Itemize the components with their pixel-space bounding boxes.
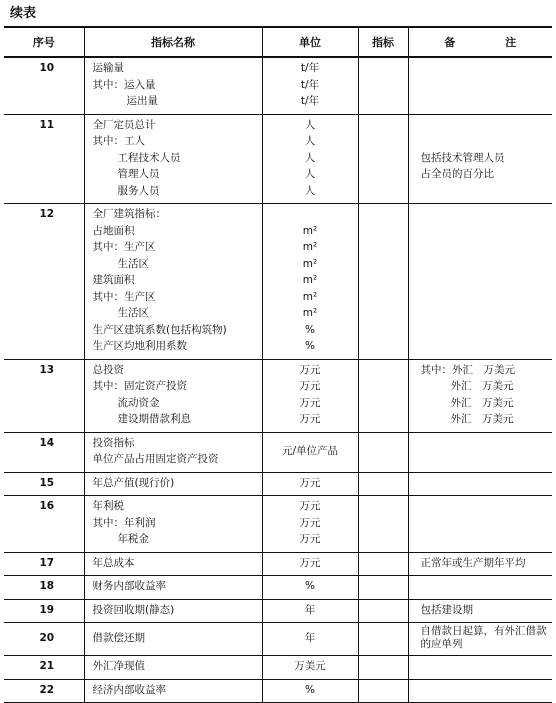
table-row [4,496,552,553]
table-row [4,472,552,496]
header-seq: 序号 [4,27,84,57]
row-number: 10 [4,57,84,114]
unit-cell: t/年 t/年 t/年 [262,57,358,114]
header-row [4,27,552,57]
table-row [4,552,552,576]
table-caption: 续表 [10,6,37,21]
row-number: 14 [4,432,84,472]
unit-cell: 万美元 [262,656,358,680]
indicator-name: 经济内部收益率 [84,679,262,703]
header-unit: 单位 [262,27,358,57]
indicator-cell [358,359,408,432]
remark-cell [408,432,552,472]
remark-cell [408,576,552,600]
indicator-cell [358,623,408,656]
indicator-name: 年总成本 [84,552,262,576]
indicator-cell [358,496,408,553]
indicator-name: 年总产值(现行价) [84,472,262,496]
header-remark [408,27,552,57]
indicator-name: 外汇净现值 [84,656,262,680]
indicator-cell [358,472,408,496]
row-number: 20 [4,623,84,656]
unit-cell: % [262,576,358,600]
remark-cell: 自借款日起算，有外汇借款的应单列 [408,623,552,656]
table-row [4,57,552,114]
indicator-name: 总投资 其中：固定资产投资 流动资金 建设期借款利息 [84,359,262,432]
indicator-name: 投资回收期(静态) [84,599,262,623]
row-number: 17 [4,552,84,576]
remark-cell: 其中：外汇 万美元 外汇 万美元 外汇 万美元 外汇 万美元 [408,359,552,432]
remark-cell [408,679,552,703]
indicator-name: 年利税 其中：年利润 年税金 [84,496,262,553]
row-number: 19 [4,599,84,623]
unit-cell: 元/单位产品 [262,432,358,472]
row-number: 11 [4,114,84,204]
unit-cell: 万元 [262,552,358,576]
table-row [4,623,552,656]
remark-cell [408,472,552,496]
indicator-cell [358,599,408,623]
unit-cell: 万元 [262,472,358,496]
table-row [4,359,552,432]
unit-cell: 人 人 人 人 人 [262,114,358,204]
indicator-cell [358,656,408,680]
indicator-table [4,26,552,703]
indicator-cell [358,114,408,204]
remark-cell: 包括技术管理人员 占全员的百分比 [408,114,552,204]
remark-cell: 正常年或生产期年平均 [408,552,552,576]
indicator-cell [358,679,408,703]
unit-cell: 万元 万元 万元 万元 [262,359,358,432]
indicator-name: 借款偿还期 [84,623,262,656]
indicator-cell [358,57,408,114]
unit-cell: m² m² m² m² m² m² % % [262,204,358,360]
header-remark-a: 备 [444,36,456,49]
remark-cell: 包括建设期 [408,599,552,623]
unit-cell: 年 [262,599,358,623]
remark-cell [408,57,552,114]
header-name: 指标名称 [84,27,262,57]
indicator-name: 财务内部收益率 [84,576,262,600]
row-number: 16 [4,496,84,553]
row-number: 22 [4,679,84,703]
table-row [4,432,552,472]
remark-cell [408,204,552,360]
row-number: 12 [4,204,84,360]
table-row [4,204,552,360]
remark-cell [408,496,552,553]
row-number: 13 [4,359,84,432]
row-number: 18 [4,576,84,600]
indicator-name: 全厂定员总计 其中：工人 工程技术人员 管理人员 服务人员 [84,114,262,204]
indicator-name: 全厂建筑指标： 占地面积 其中：生产区 生活区 建筑面积 其中：生产区 生活区 生产区建筑系数(包括构筑物) 生产区均地利用系数 [84,204,262,360]
unit-cell: 年 [262,623,358,656]
indicator-name: 运输量 其中：运入量 运出量 [84,57,262,114]
indicator-cell [358,204,408,360]
header-indicator: 指标 [358,27,408,57]
table-row [4,656,552,680]
table-row [4,576,552,600]
table-row [4,679,552,703]
table-row [4,114,552,204]
unit-cell: % [262,679,358,703]
remark-cell [408,656,552,680]
indicator-cell [358,432,408,472]
header-remark-b: 注 [505,36,517,49]
indicator-cell [358,576,408,600]
unit-cell: 万元 万元 万元 [262,496,358,553]
indicator-name: 投资指标 单位产品占用固定资产投资 [84,432,262,472]
indicator-cell [358,552,408,576]
row-number: 15 [4,472,84,496]
row-number: 21 [4,656,84,680]
table-row [4,599,552,623]
